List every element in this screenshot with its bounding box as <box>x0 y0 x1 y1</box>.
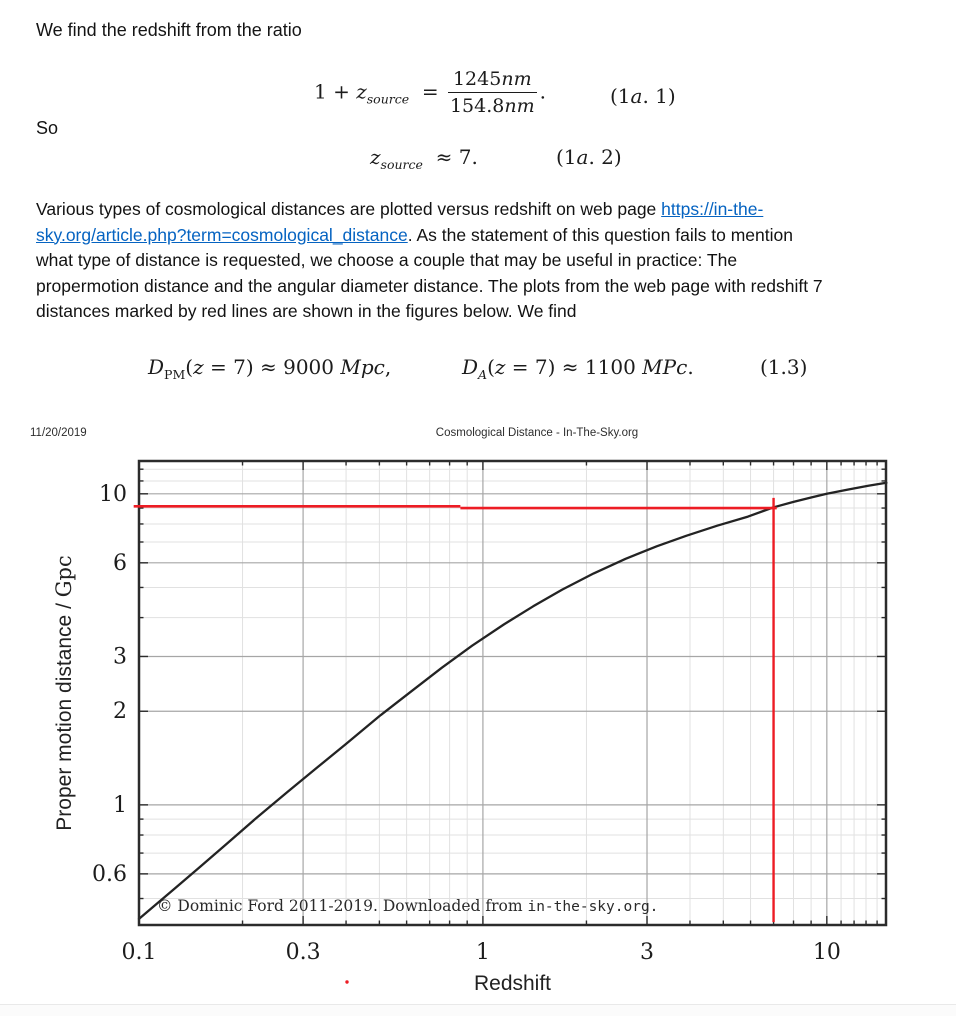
text-run: MPc <box>642 355 688 379</box>
text-run: = 7) ≈ 1100 <box>505 355 643 379</box>
distance-chart <box>0 436 956 1016</box>
fraction-numerator <box>448 68 537 93</box>
x-tick-label: 0.1 <box>121 940 157 965</box>
text-run: ( <box>487 355 495 379</box>
print-date: 11/20/2019 <box>30 427 87 439</box>
paragraph-line <box>36 274 941 300</box>
chart-page-title: Cosmological Distance - In-The-Sky.org <box>435 427 639 439</box>
equation-13-da <box>462 355 694 382</box>
text-run: . <box>687 355 694 379</box>
text-run: z <box>193 355 204 379</box>
fraction-denominator <box>448 93 537 117</box>
intro-text: We find the redshift from the ratio <box>36 20 302 40</box>
text-run: (1.3) <box>760 355 808 379</box>
text-run: 1245 <box>452 68 502 90</box>
y-tick-label: 3 <box>113 644 127 670</box>
text-run: D <box>462 355 479 379</box>
y-tick-label: 10 <box>99 481 127 507</box>
text-run: D <box>148 355 165 379</box>
y-tick-label: 1 <box>113 792 127 818</box>
so-text: So <box>36 118 59 138</box>
paragraph-line <box>36 299 941 325</box>
text-run: (1 <box>610 84 631 108</box>
text-run: z <box>370 145 381 169</box>
equation-1a1 <box>314 68 546 118</box>
text-run: ( <box>185 355 194 379</box>
x-tick-label: 0.3 <box>285 940 321 965</box>
copyright-text: © Dominic Ford 2011-2019. Downloaded from in-the-sky.org. <box>157 897 659 915</box>
paragraph-line <box>36 223 941 249</box>
text-run: nm <box>504 95 535 118</box>
equation-1a2 <box>370 145 478 172</box>
equation-1a2-tag <box>556 145 622 169</box>
equation-1a1-tag <box>610 84 676 108</box>
y-tick-label: 0.6 <box>92 861 127 887</box>
text-run: propermotion distance and the angular diameter distance. The plots from the web page with redshift 7 <box>36 275 823 296</box>
text-run: , <box>384 355 392 379</box>
text-run: nm <box>501 68 532 90</box>
fraction <box>448 68 537 118</box>
text-run: a <box>630 84 643 108</box>
x-tick-label: 10 <box>812 940 841 965</box>
text-run: . <box>539 79 546 104</box>
text-run: a <box>576 145 589 169</box>
text-run: . 2) <box>588 145 622 169</box>
text-run: . As the statement of this question fails to mention <box>407 224 793 245</box>
equation-13-tag <box>760 355 807 379</box>
cosmological-distance-link[interactable]: sky.org/article.php?term=cosmological_distance <box>36 224 408 245</box>
text-run: z <box>356 79 367 104</box>
text-run: what type of distance is requested, we choose a couple that may be useful in practice: The <box>36 250 738 270</box>
text-run: Mpc <box>340 355 385 379</box>
text-run: ≈ 7. <box>422 145 478 169</box>
text-run: z <box>494 355 506 379</box>
paragraph-line <box>36 197 941 223</box>
text-run: distances marked by red lines are shown in the figures below. We find <box>36 301 577 321</box>
stray-red-dot <box>345 980 348 983</box>
text-run: = <box>409 79 445 104</box>
equation-13-dpm <box>148 355 391 382</box>
text-run: A <box>478 367 488 382</box>
y-tick-label: 6 <box>113 550 127 576</box>
text-run: (1 <box>556 145 577 169</box>
text-run: source <box>366 91 410 107</box>
text-run: source <box>380 157 423 172</box>
text-run: 154.8 <box>449 95 505 118</box>
text-run: = 7) ≈ 9000 <box>203 355 341 379</box>
x-tick-label: 1 <box>475 940 490 965</box>
cosmological-distance-link[interactable]: https://in-the- <box>661 199 764 219</box>
text-run: 1 + <box>314 79 357 104</box>
text-run: . 1) <box>642 84 676 108</box>
y-axis-label: Proper motion distance / Gpc <box>52 555 76 831</box>
body-paragraph <box>36 197 941 325</box>
x-tick-label: 3 <box>640 940 655 965</box>
y-tick-label: 2 <box>113 699 127 725</box>
text-run: Various types of cosmological distances are plotted versus redshift on web page <box>36 199 662 219</box>
text-run: PM <box>164 367 186 382</box>
x-axis-label: Redshift <box>473 972 552 995</box>
paragraph-line <box>36 248 941 274</box>
below-page-area <box>0 1005 956 1016</box>
